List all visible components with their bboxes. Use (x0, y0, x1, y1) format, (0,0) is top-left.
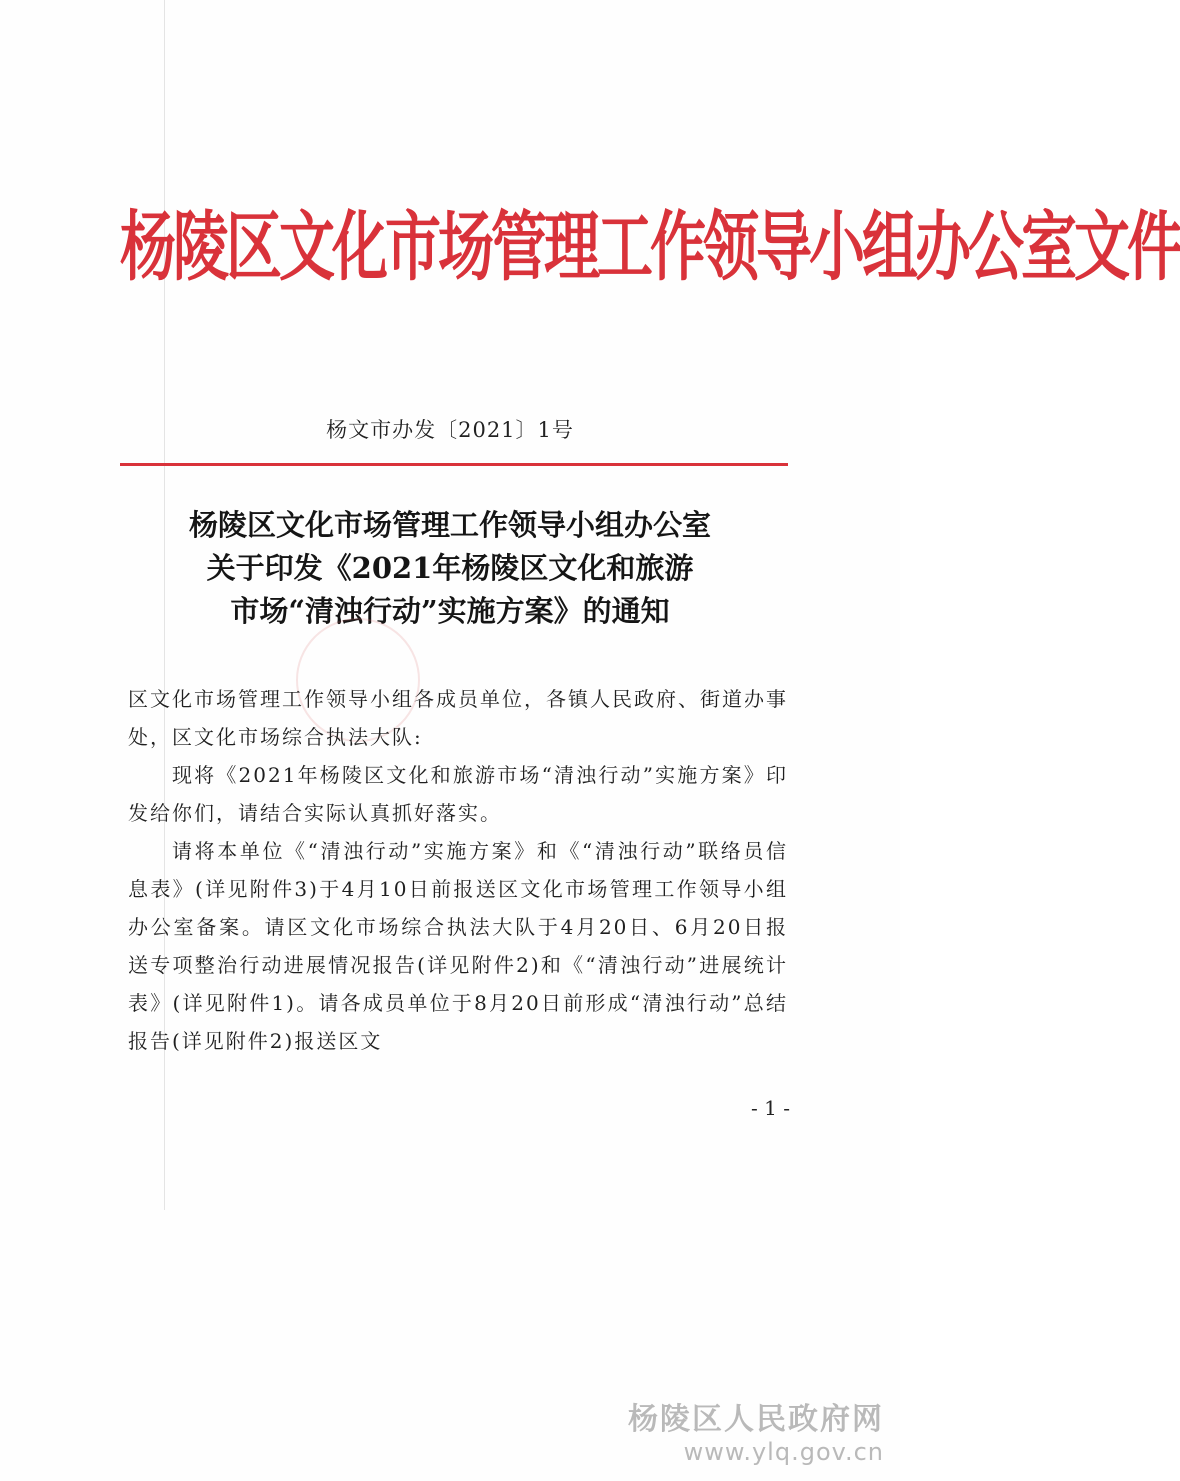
document-number: 杨文市办发〔2021〕1号 (326, 418, 574, 442)
page-number: - 1 - (751, 1096, 790, 1120)
notice-title-line-3: 市场“清浊行动”实施方案》的通知 (230, 594, 670, 628)
red-header-title: 杨陵区文化市场管理工作领导小组办公室文件 (120, 202, 1180, 292)
recipients-paragraph: 区文化市场管理工作领导小组各成员单位，各镇人民政府、街道办事处，区文化市场综合执法大队: (128, 687, 788, 749)
watermark-url: www.ylq.gov.cn (683, 1438, 884, 1467)
site-watermark (628, 1402, 884, 1467)
watermark-site-name: 杨陵区人民政府网 (628, 1402, 884, 1438)
body-paragraph-1: 现将《2021年杨陵区文化和旅游市场“清浊行动”实施方案》印发给你们，请结合实际认真抓好落实。 (128, 763, 788, 825)
notice-title-line-2: 关于印发《2021年杨陵区文化和旅游 (206, 551, 694, 585)
notice-title-line-1: 杨陵区文化市场管理工作领导小组办公室 (188, 508, 711, 542)
body-text (128, 680, 788, 1060)
body-paragraph-2: 请将本单位《“清浊行动”实施方案》和《“清浊行动”联络员信息表》(详见附件3)于4月10日前报送区文化市场管理工作领导小组办公室备案。请区文化市场综合执法大队于4月20日、6月20日报送专项整治行动进展情况报告(详见附件2)和《“清浊行动”进展统计表》(详见附件1)。请各成员单位于8月20日前形成“清浊行动”总结报告(详见附件2)报送区文 (128, 839, 788, 1053)
notice-title (0, 504, 900, 633)
red-divider-line (120, 463, 788, 466)
